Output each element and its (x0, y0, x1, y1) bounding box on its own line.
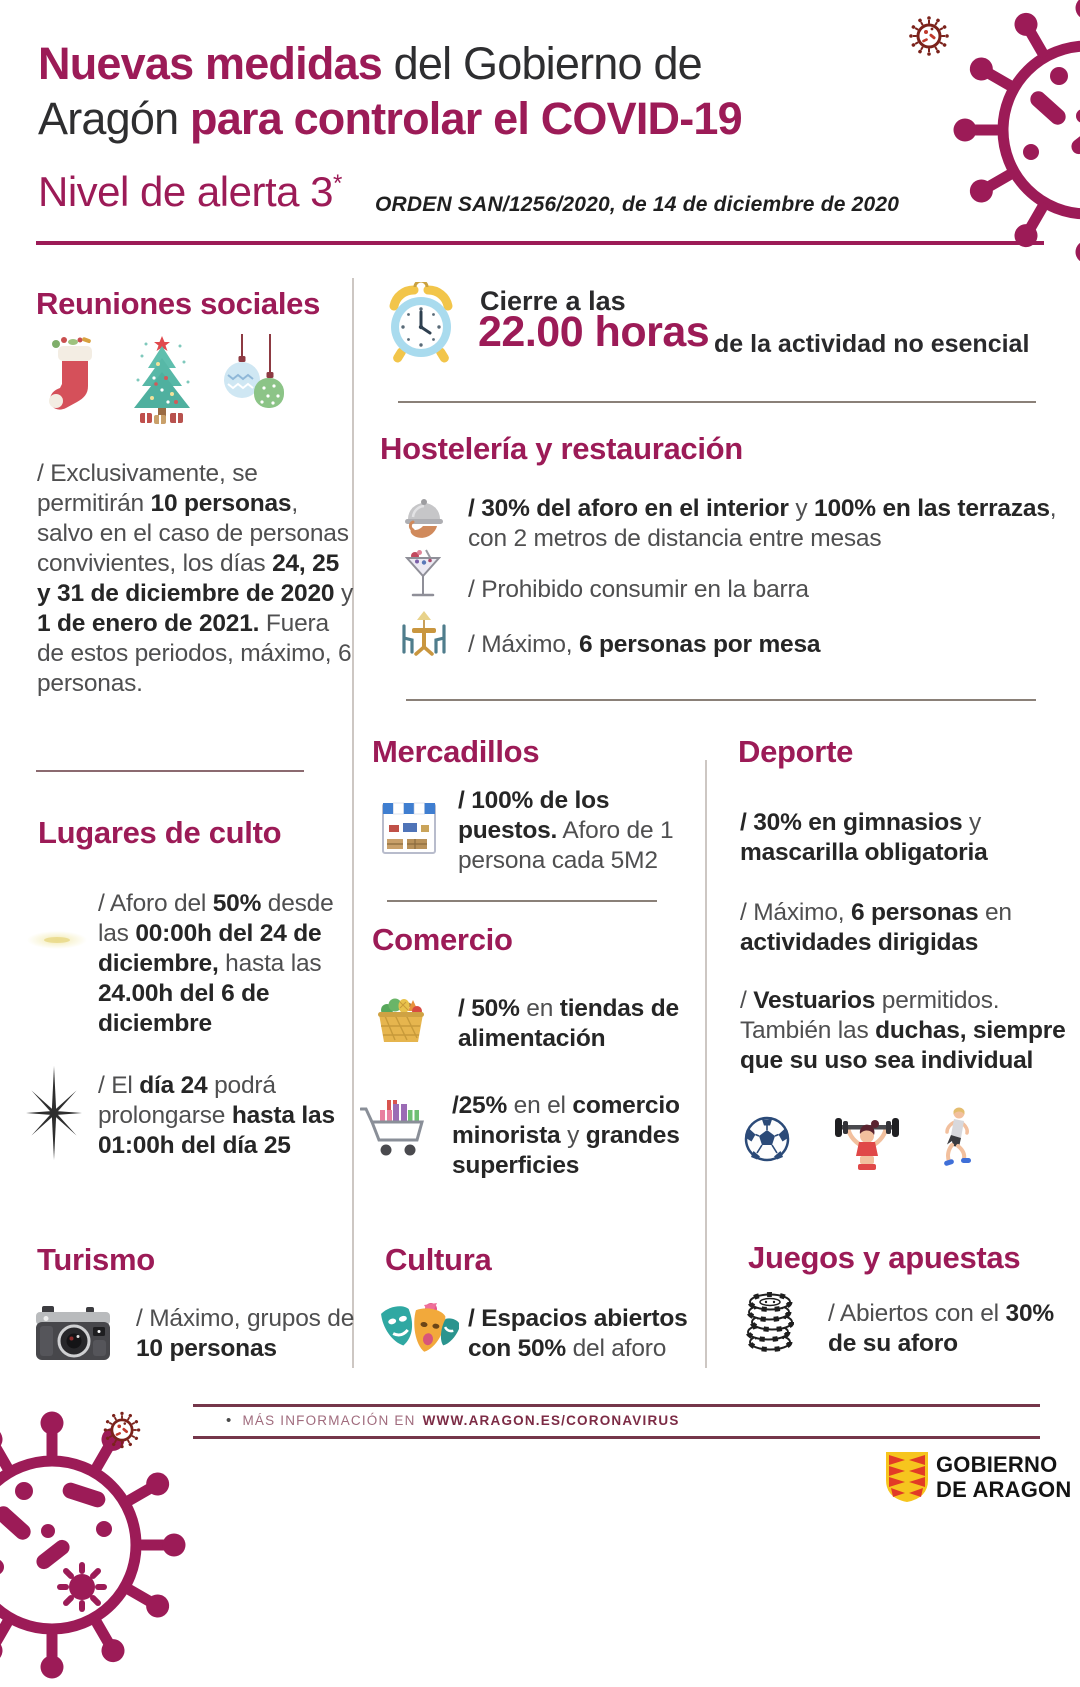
bullet-culto-aforo: / Aforo del 50% desde las 00:00h del 24 de diciembre, hasta las 24.00h del 6 de diciembre (98, 890, 334, 1037)
bullet-juegos-aforo: / Abiertos con el 30% de su aforo (828, 1300, 1054, 1357)
title-dark-2: Aragón (38, 93, 191, 144)
bullet-deporte-gimnasios: / 30% en gimnasios y mascarilla obligatoria (740, 809, 988, 866)
footer-rule-top (193, 1404, 1040, 1407)
column-divider-right (705, 760, 707, 1368)
bullet-comercio-minorista: /25% en el comercio minorista y grandes superficies (452, 1092, 680, 1179)
bullet-cultura-espacios: / Espacios abiertos con 50% del aforo (468, 1305, 688, 1362)
footer-info-url: WWW.ARAGON.ES/CORONAVIRUS (422, 1413, 680, 1428)
bullet-mercadillos-puestos: / 100% de los puestos. Aforo de 1 persona cada 5M2 (458, 787, 674, 874)
bullet-hosteleria-mesa: / Máximo, 6 personas por mesa (468, 631, 821, 658)
closure-suffix: de la actividad no esencial (714, 330, 1030, 358)
header-rule (36, 241, 1044, 245)
footnote-mark: * (333, 170, 342, 197)
bullet-turismo-grupos: / Máximo, grupos de 10 personas (136, 1305, 355, 1362)
footer-rule-bottom (193, 1436, 1040, 1439)
candle-glow-icon (26, 920, 88, 960)
christmas-stocking-icon (46, 334, 100, 428)
footer-info-prefix: MÁS INFORMACIÓN EN (242, 1413, 416, 1428)
divider (398, 401, 1036, 403)
gobierno-aragon-logo (936, 1452, 1071, 1502)
closure-time: 22.00 horas (478, 308, 710, 356)
divider (36, 770, 304, 772)
alarm-clock-icon (380, 282, 462, 366)
title-accent-1: Nuevas medidas (38, 38, 382, 89)
christmas-baubles-icon (220, 334, 290, 426)
virus-outline-icon-bottom-left (0, 1403, 187, 1687)
footer-info (226, 1412, 680, 1429)
christmas-tree-icon (128, 334, 196, 430)
soccer-ball-icon (744, 1116, 790, 1162)
column-divider-left (352, 278, 354, 1368)
virus-dotted-icon-top-right (903, 10, 955, 62)
section-title-culto: Lugares de culto (38, 815, 282, 850)
market-stall-icon (381, 799, 437, 857)
order-reference: ORDEN SAN/1256/2020, de 14 de diciembre de 2020 (375, 193, 900, 216)
bullet-comercio-alimentacion: / 50% en tiendas de alimentación (458, 995, 679, 1052)
grocery-basket-icon (375, 988, 427, 1046)
virus-outline-icon-top-right (952, 0, 1080, 272)
section-title-mercadillos: Mercadillos (372, 734, 540, 769)
bullet-dot: • (226, 1412, 233, 1429)
section-title-comercio: Comercio (372, 922, 513, 957)
title-accent-2: para controlar el COVID-19 (190, 93, 742, 144)
cocktail-icon (405, 548, 441, 604)
bullet-culto-dia24: / El día 24 podrá prolongarse hasta las 01:00h del día 25 (98, 1072, 335, 1159)
alert-level: Nivel de alerta 3* (38, 168, 342, 215)
terrace-table-icon (396, 608, 452, 662)
section-title-reuniones: Reuniones sociales (36, 286, 321, 321)
closure-prefix: Cierre a las (480, 286, 626, 316)
virus-dotted-icon-bottom-left (98, 1406, 146, 1454)
running-icon (935, 1106, 979, 1172)
star-icon (26, 1066, 82, 1160)
aragon-shield-icon (884, 1450, 930, 1504)
page-title (38, 36, 742, 146)
section-title-deporte: Deporte (738, 734, 854, 769)
poker-chips-icon (746, 1290, 794, 1352)
bullet-deporte-actividades: / Máximo, 6 personas en actividades dirigidas (740, 899, 1012, 956)
section-title-juegos: Juegos y apuestas (748, 1240, 1021, 1275)
shopping-cart-icon (360, 1096, 434, 1160)
section-title-turismo: Turismo (37, 1242, 155, 1277)
logo-line-2: DE ARAGON (936, 1477, 1072, 1502)
logo-line-1: GOBIERNO (936, 1452, 1058, 1477)
divider (387, 900, 657, 902)
bullet-deporte-vestuarios: / Vestuarios permitidos. También las duchas, siempre que su uso sea individual (740, 987, 1066, 1074)
serving-cloche-icon (403, 492, 445, 542)
divider (406, 699, 1036, 701)
camera-icon (36, 1304, 110, 1360)
section-title-cultura: Cultura (385, 1242, 492, 1277)
bullet-hosteleria-aforo: / 30% del aforo en el interior y 100% en las terrazas, con 2 metros de distancia entre mesas (468, 495, 1057, 552)
section-title-hosteleria: Hostelería y restauración (380, 431, 743, 466)
weightlifting-icon (833, 1114, 901, 1170)
bullet-hosteleria-barra: / Prohibido consumir en la barra (468, 576, 809, 603)
theater-masks-icon (379, 1296, 459, 1360)
paragraph-reuniones: / Exclusivamente, se permitirán 10 personas, salvo en el caso de personas convivientes, los días 24, 25 y 31 de diciembre de 2020 y 1 de enero de 2021. Fuera de estos periodos, máximo, 6 personas. (37, 460, 354, 697)
title-dark-1: del Gobierno de (381, 38, 702, 89)
